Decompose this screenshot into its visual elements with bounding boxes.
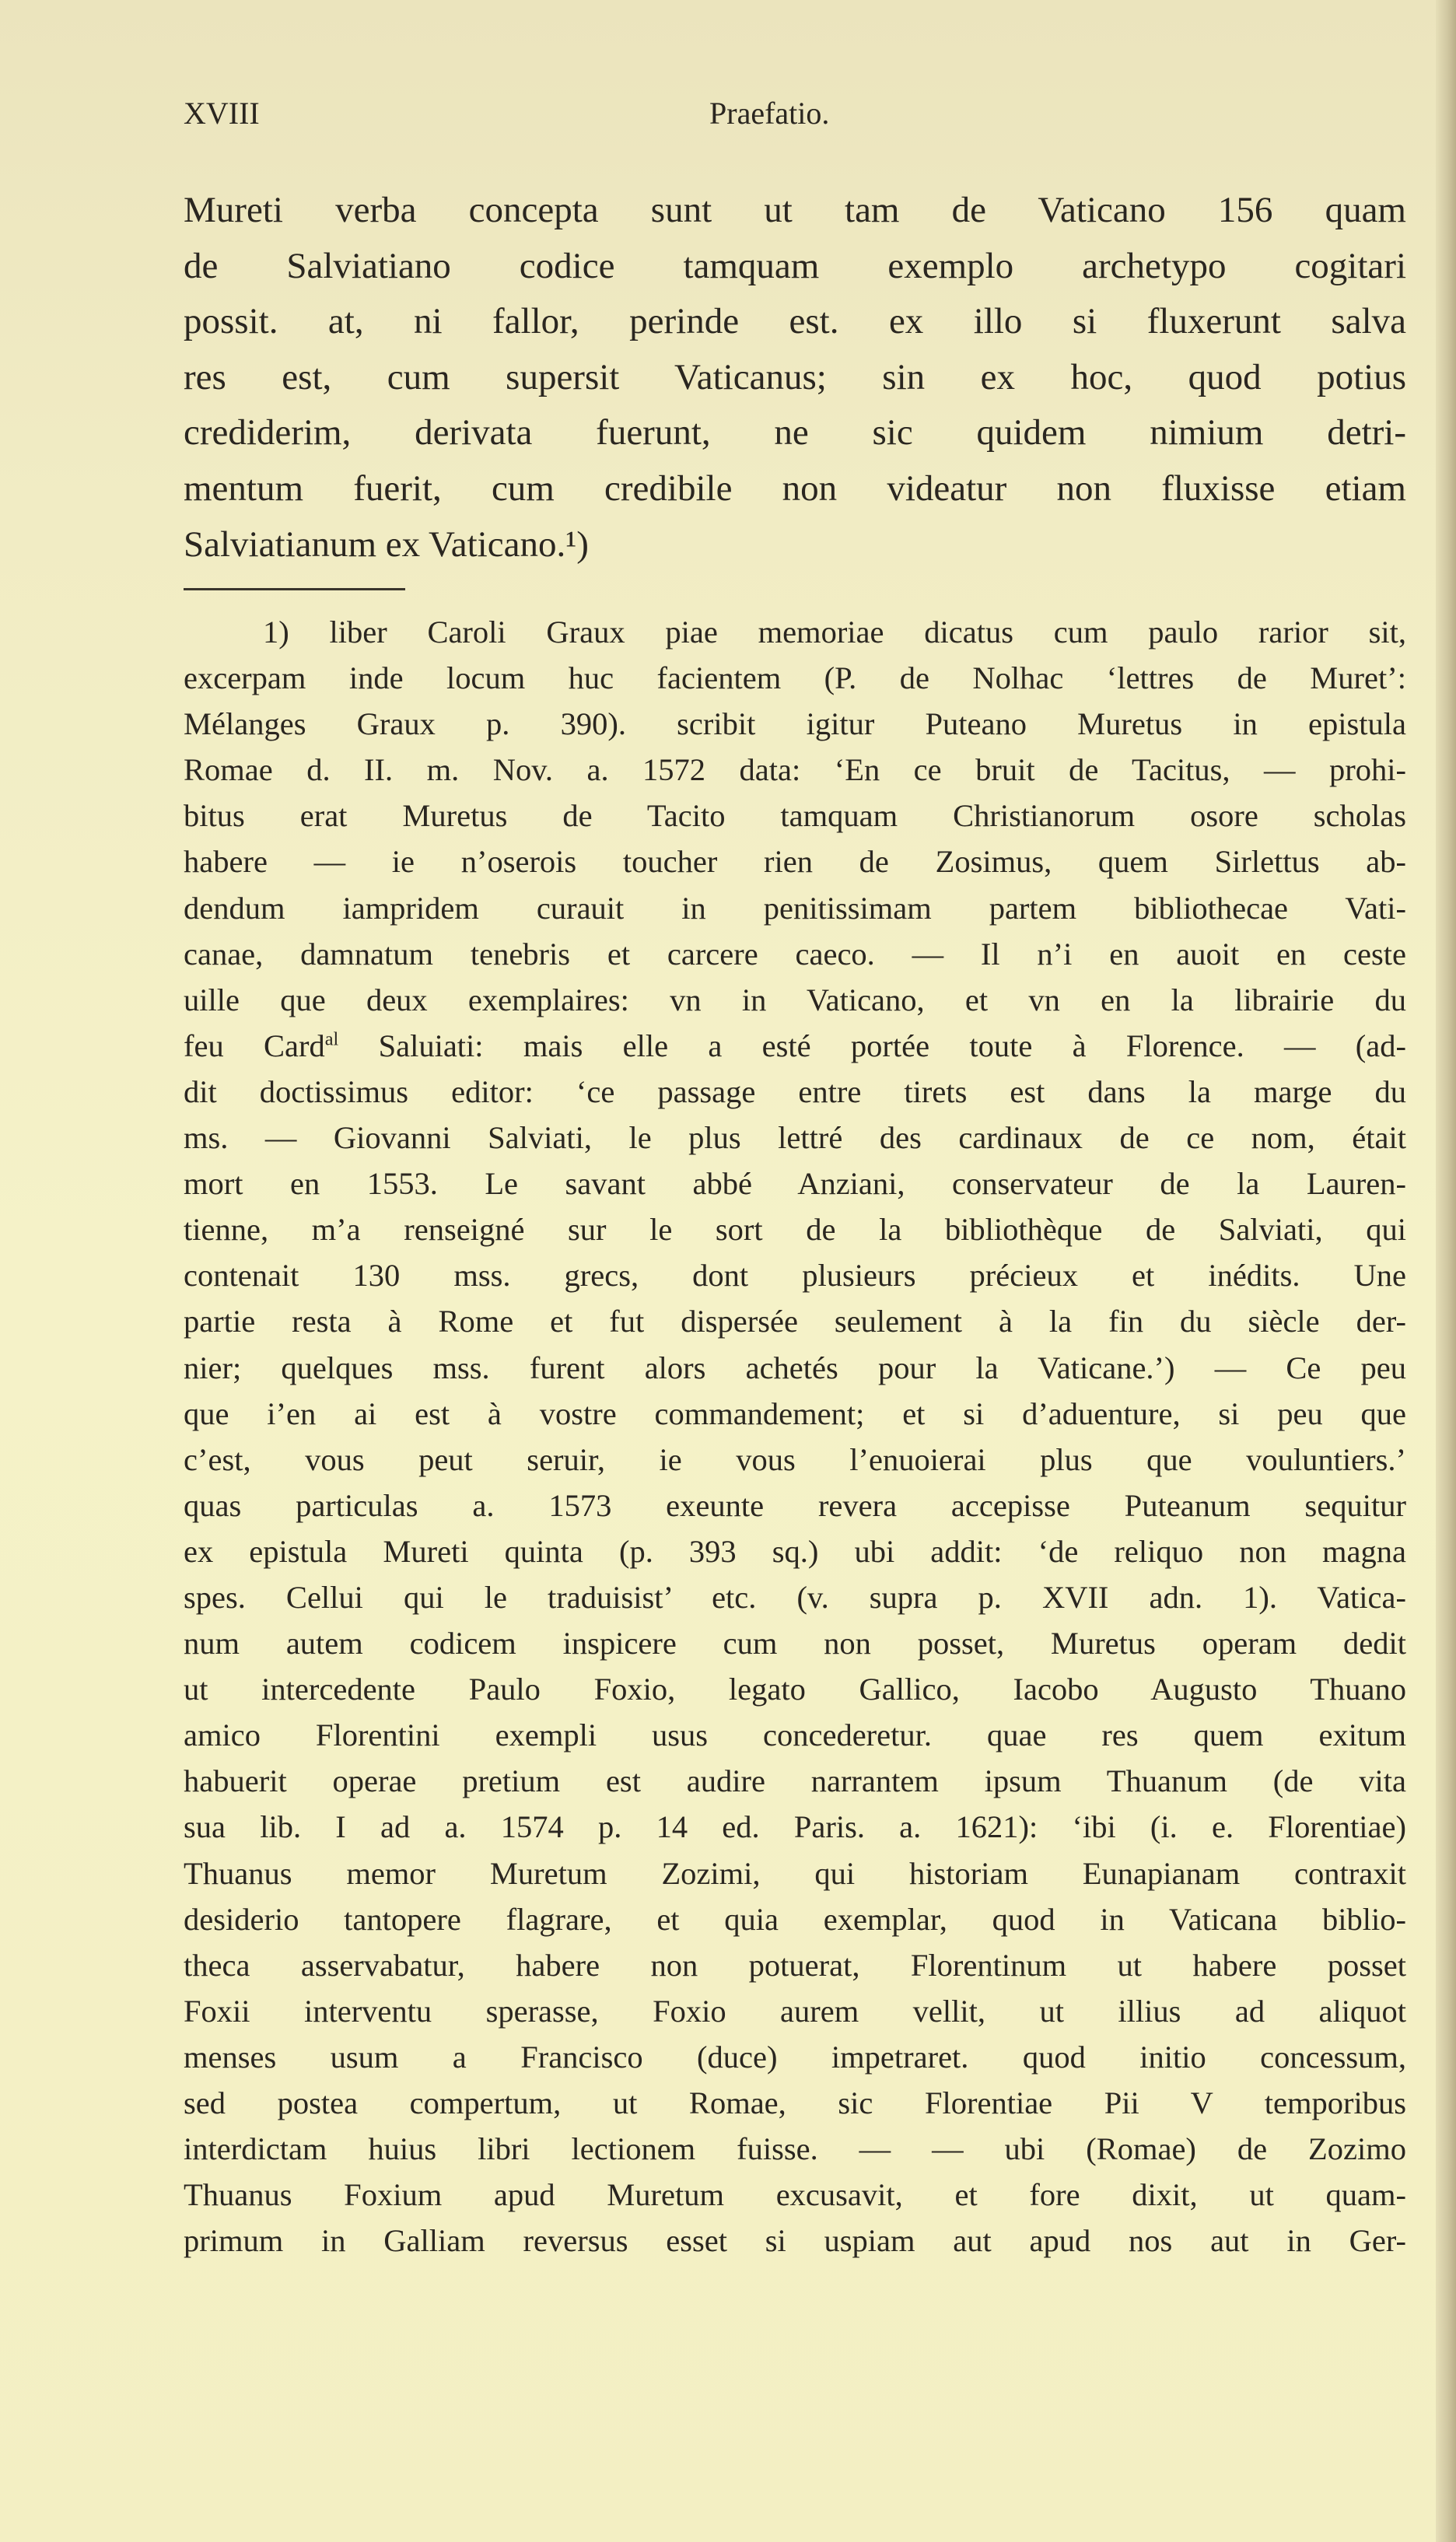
footnote-separator-rule xyxy=(184,588,405,590)
footnote-line: Thuanus Foxium apud Muretum excusavit, et fore dixit, ut quam- xyxy=(184,2177,1406,2213)
footnote-line: habere — ie n’oserois toucher rien de Zosimus, quem Sirlettus ab- xyxy=(184,844,1406,880)
footnote-line: theca asservabatur, habere non potuerat, Florentinum ut habere posset xyxy=(184,1947,1406,1983)
footnote-line: nier; quelques mss. furent alors achetés pour la Vaticane.’) — Ce peu xyxy=(184,1350,1406,1385)
text-line: Salviatianum ex Vaticano.¹) xyxy=(184,523,589,565)
footnote-line: primum in Galliam reversus esset si uspiam aut apud nos aut in Ger- xyxy=(184,2223,1406,2259)
footnote-line: dendum iampridem curauit in penitissimam partem bibliothecae Vati- xyxy=(184,890,1406,926)
footnote-line xyxy=(184,1023,1406,1069)
text-line: de Salviatiano codice tamquam exemplo archetypo cogitari xyxy=(184,245,1406,286)
text-line: possit. at, ni fallor, perinde est. ex illo si fluxerunt salva xyxy=(184,301,1406,342)
footnote-line: num autem codicem inspicere cum non posset, Muretus operam dedit xyxy=(184,1626,1406,1661)
footnote-line: Thuanus memor Muretum Zozimi, qui historiam Eunapianam contraxit xyxy=(184,1855,1406,1891)
footnote-line: interdictam huius libri lectionem fuisse. — — ubi (Romae) de Zozimo xyxy=(184,2131,1406,2167)
footnote-line: excerpam inde locum huc facientem (P. de Nolhac ‘lettres de Muret’: xyxy=(184,660,1406,696)
text-run: feu Card xyxy=(184,1028,325,1063)
main-paragraph xyxy=(184,183,1406,572)
footnote-line: contenait 130 mss. grecs, dont plusieurs précieux et inédits. Une xyxy=(184,1258,1406,1294)
footnote-line: Mélanges Graux p. 390). scribit igitur Puteano Muretus in epistula xyxy=(184,706,1406,742)
footnote-line: sua lib. I ad a. 1574 p. 14 ed. Paris. a. 1621): ‘ibi (i. e. Florentiae) xyxy=(184,1809,1406,1845)
footnote-line: tienne, m’a renseigné sur le sort de la bibliothèque de Salviati, qui xyxy=(184,1212,1406,1248)
footnote-line: mort en 1553. Le savant abbé Anziani, conservateur de la Lauren- xyxy=(184,1166,1406,1202)
footnote-line: sed postea compertum, ut Romae, sic Florentiae Pii V temporibus xyxy=(184,2085,1406,2120)
footnote-1-start: 1) liber Caroli Graux piae memoriae dicatus cum paulo rarior sit, xyxy=(263,614,1406,650)
footnote-line: spes. Cellui qui le traduisist’ etc. (v. supra p. XVII adn. 1). Vatica- xyxy=(184,1579,1406,1615)
footnote-line: menses usum a Francisco (duce) impetraret. quod initio concessum, xyxy=(184,2039,1406,2075)
text-line: Mureti verba concepta sunt ut tam de Vaticano 156 quam xyxy=(184,190,1406,230)
footnote-block xyxy=(184,609,1406,2264)
footnote-line: ms. — Giovanni Salviati, le plus lettré des cardinaux de ce nom, était xyxy=(184,1120,1406,1156)
superscript-abbreviation: al xyxy=(324,1028,339,1050)
footnote-line: que i’en ai est à vostre commandement; et si d’aduenture, si peu que xyxy=(184,1395,1406,1431)
text-line: crediderim, derivata fuerunt, ne sic quidem nimium detri- xyxy=(184,412,1406,453)
footnote-line: uille que deux exemplaires: vn in Vaticano, et vn en la librairie du xyxy=(184,982,1406,1017)
footnote-line: dit doctissimus editor: ‘ce passage entre tirets est dans la marge du xyxy=(184,1073,1406,1109)
footnote-line: Foxii interventu sperasse, Foxio aurem vellit, ut illius ad aliquot xyxy=(184,1993,1406,2029)
page-edge-shadow xyxy=(1436,0,1456,2542)
text-run: Saluiati: mais elle a esté portée toute à Florence. — (ad- xyxy=(338,1028,1406,1063)
footnote-line: amico Florentini exempli usus concederetur. quae res quem exitum xyxy=(184,1717,1406,1753)
footnote-line: partie resta à Rome et fut dispersée seulement à la fin du siècle der- xyxy=(184,1304,1406,1339)
footnote-line: quas particulas a. 1573 exeunte revera accepisse Puteanum sequitur xyxy=(184,1487,1406,1523)
footnote-line: desiderio tantopere flagrare, et quia exemplar, quod in Vaticana biblio- xyxy=(184,1901,1406,1937)
text-line: res est, cum supersit Vaticanus; sin ex hoc, quod potius xyxy=(184,356,1406,397)
footnote-line: habuerit operae pretium est audire narrantem ipsum Thuanum (de vita xyxy=(184,1763,1406,1799)
footnote-line: ex epistula Mureti quinta (p. 393 sq.) ubi addit: ‘de reliquo non magna xyxy=(184,1533,1406,1569)
footnote-line: c’est, vous peut seruir, ie vous l’enuoierai plus que vouluntiers.’ xyxy=(184,1441,1406,1477)
text-line: mentum fuerit, cum credibile non videatur non fluxisse etiam xyxy=(184,467,1406,509)
page-number: XVIII xyxy=(184,96,260,131)
footnote-line: Romae d. II. m. Nov. a. 1572 data: ‘En ce bruit de Tacitus, — prohi- xyxy=(184,752,1406,788)
running-title: Praefatio. xyxy=(709,96,830,131)
footnote-line: canae, damnatum tenebris et carcere caeco. — Il n’i en auoit en ceste xyxy=(184,936,1406,972)
footnote-line: ut intercedente Paulo Foxio, legato Gallico, Iacobo Augusto Thuano xyxy=(184,1672,1406,1707)
footnote-line: bitus erat Muretus de Tacito tamquam Christianorum osore scholas xyxy=(184,798,1406,834)
running-header xyxy=(184,95,1406,142)
